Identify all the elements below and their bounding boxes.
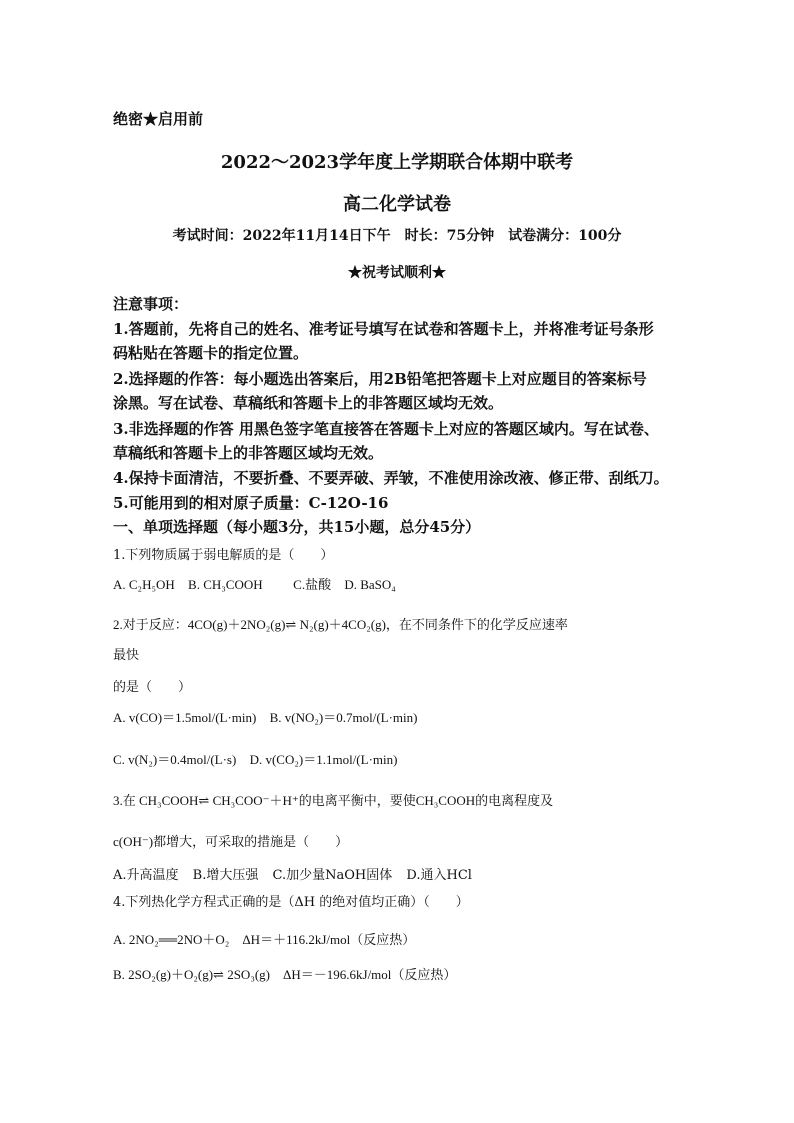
q2-stem-b: 最快 bbox=[113, 648, 140, 663]
q1-stem: 1.下列物质属于弱电解质的是（ ） bbox=[113, 548, 334, 563]
note-item-5: 5.可能用到的相对原子质量：C-12O-16 bbox=[113, 494, 389, 512]
q3-stem-a: 3.在 CH₃COOH⇌ CH₃COO⁻＋H⁺的电离平衡中，要使CH₃COOH的电离程度及 bbox=[113, 793, 554, 808]
q4-stem: 4.下列热化学方程式正确的是（ΔH 的绝对值均正确）（ ） bbox=[113, 895, 469, 910]
q3-option-a: A.升高温度 bbox=[113, 868, 179, 883]
q1-option-b: B. CH₃COOH bbox=[188, 577, 263, 592]
q1-option-c: C.盐酸 bbox=[293, 577, 332, 592]
q4-option-b: B. 2SO₂(g)＋O₂(g)⇌ 2SO₃(g) ΔH＝－196.6kJ/mol（反应热） bbox=[113, 967, 457, 982]
q2-stem-c: 的是（ ） bbox=[113, 680, 192, 695]
note-item-4: 4.保持卡面清洁，不要折叠、不要弄破、弄皱，不准使用涂改液、修正带、刮纸刀。 bbox=[113, 469, 669, 487]
note-item-2b: 涂黑。写在试卷、草稿纸和答题卡上的非答题区域均无效。 bbox=[113, 394, 504, 412]
q2-option-b: B. v(NO₂)＝0.7mol/(L·min) bbox=[269, 710, 418, 725]
q2-options-ab bbox=[113, 707, 427, 726]
q3-option-b: B.增大压强 bbox=[192, 868, 259, 883]
q1-options bbox=[113, 574, 406, 593]
exam-time: 考试时间：2022年11月14日下午 bbox=[172, 228, 391, 244]
q1-option-a: A. C₂H₅OH bbox=[113, 577, 175, 592]
q3-option-c: C.加少量NaOH固体 bbox=[272, 868, 393, 883]
exam-title: 2022～2023学年度上学期联合体期中联考 bbox=[220, 152, 574, 173]
q3-options bbox=[113, 864, 482, 883]
q2-options-cd bbox=[113, 749, 407, 768]
q2-stem-a: 2.对于反应：4CO(g)＋2NO₂(g)⇌ N₂(g)＋4CO₂(g)，在不同条件下的化学反应速率 bbox=[113, 617, 568, 632]
blessing: ★祝考试顺利★ bbox=[348, 265, 446, 281]
q4-option-a: A. 2NO₂══2NO＋O₂ ΔH＝＋116.2kJ/mol（反应热） bbox=[113, 932, 416, 947]
q2-option-d: D. v(CO₂)＝1.1mol/(L·min) bbox=[249, 752, 398, 767]
q1-option-d: D. BaSO₄ bbox=[344, 577, 396, 592]
exam-subtitle: 高二化学试卷 bbox=[343, 194, 451, 215]
section-title: 一、单项选择题（每小题3分，共15小题，总分45分） bbox=[113, 518, 481, 536]
notes-title: 注意事项： bbox=[113, 295, 189, 313]
q3-stem-b: c(OH⁻)都增大，可采取的措施是（ ） bbox=[113, 834, 349, 849]
q3-option-d: D.通入HCl bbox=[406, 868, 472, 883]
note-item-1b: 码粘贴在答题卡的指定位置。 bbox=[113, 344, 309, 362]
note-item-2a: 2.选择题的作答：每小题选出答案后，用2B铅笔把答题卡上对应题目的答案标号 bbox=[113, 370, 647, 388]
exam-duration: 时长：75分钟 bbox=[404, 228, 495, 244]
exam-info bbox=[0, 225, 794, 245]
q2-option-a: A. v(CO)＝1.5mol/(L·min) bbox=[113, 710, 257, 725]
note-item-3b: 草稿纸和答题卡上的非答题区域均无效。 bbox=[113, 444, 384, 462]
note-item-1a: 1.答题前，先将自己的姓名、准考证号填写在试卷和答题卡上，并将准考证号条形 bbox=[113, 320, 654, 338]
q2-option-c: C. v(N₂)＝0.4mol/(L·s) bbox=[113, 752, 237, 767]
note-item-3a: 3.非选择题的作答 用黑色签字笔直接答在答题卡上对应的答题区域内。写在试卷、 bbox=[113, 420, 659, 438]
exam-full-score: 试卷满分：100分 bbox=[508, 228, 622, 244]
secret-label: 绝密★启用前 bbox=[113, 110, 204, 128]
